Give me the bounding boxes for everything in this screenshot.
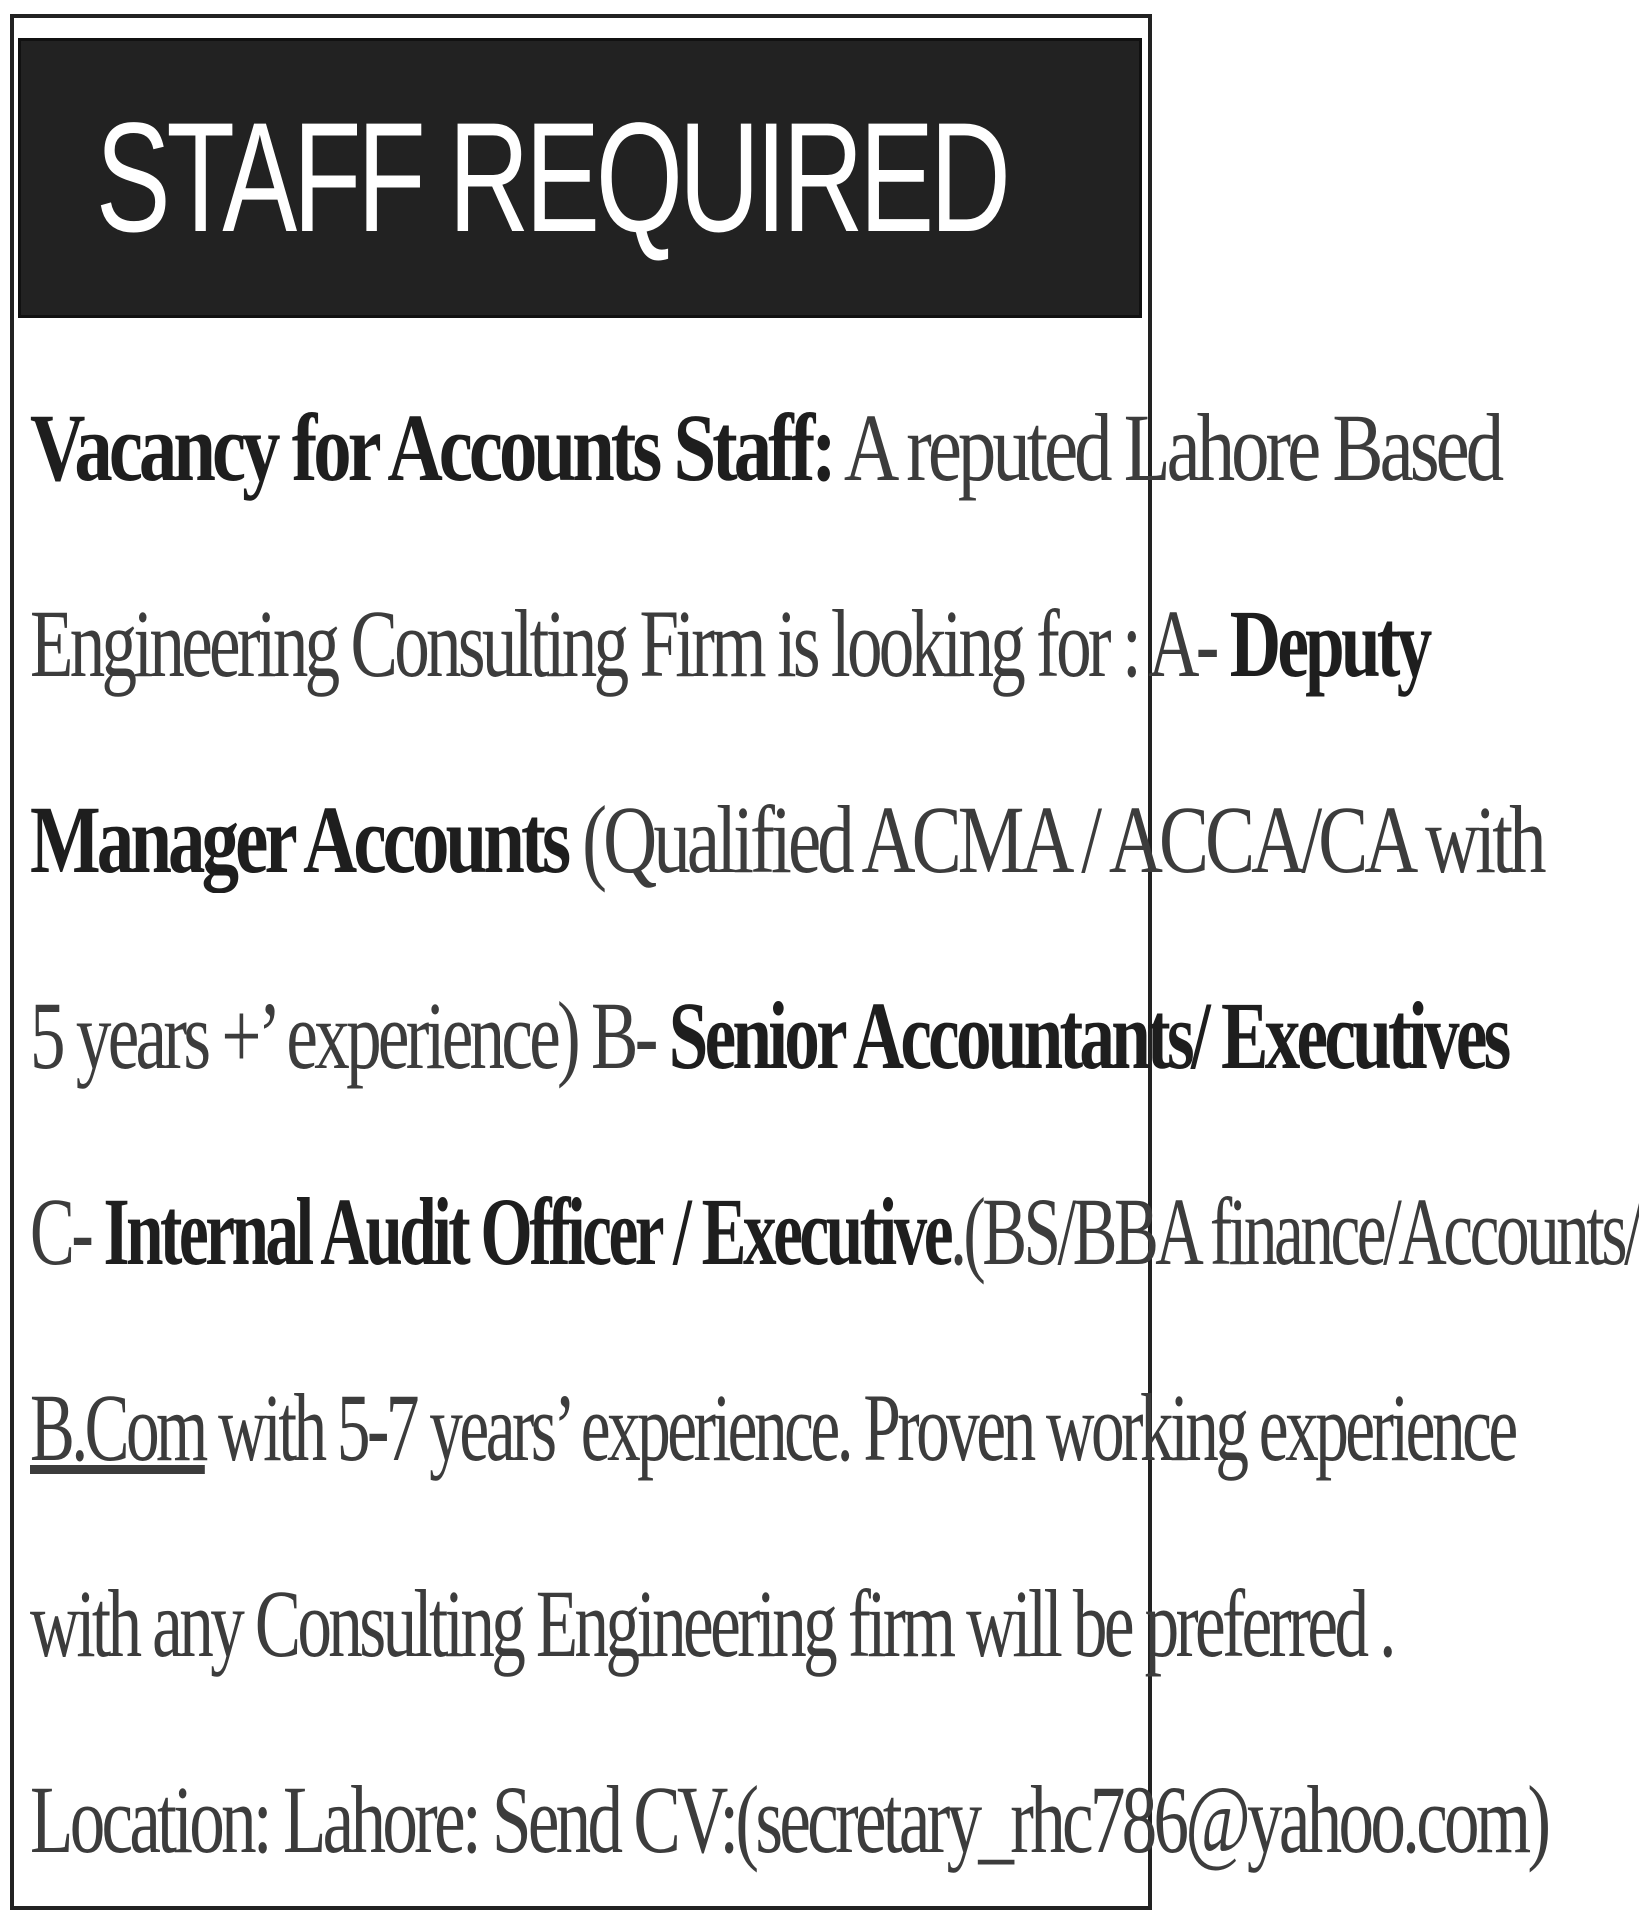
location-contact: Location: Lahore: Send CV:(secretary_rhc786@yahoo.com) (30, 1766, 1548, 1873)
page-title: STAFF REQUIRED (95, 90, 1007, 265)
firm-description: A reputed Lahore Based (832, 394, 1501, 501)
position-a-qualification: (Qualified ACMA / ACCA/CA with (567, 786, 1543, 893)
ad-line-3 (30, 742, 1543, 938)
header-banner (18, 38, 1142, 318)
ad-line-2 (30, 546, 1429, 742)
vacancy-heading: Vacancy for Accounts Staff: (30, 394, 833, 501)
experience-requirement: with 5-7 years’ experience. Proven working experience (204, 1374, 1515, 1481)
ad-line-6 (30, 1330, 1515, 1526)
position-a-title-part2: Manager Accounts (30, 786, 568, 893)
position-c-qualification: .(BS/BBA finance/Accounts/ (950, 1178, 1639, 1285)
preference-note: with any Consulting Engineering firm will be preferred . (30, 1570, 1393, 1677)
ad-line-4 (30, 938, 1508, 1134)
ad-line-5 (30, 1134, 1639, 1330)
bcom-link[interactable]: B.Com (30, 1374, 205, 1481)
position-b-title: Senior Accountants/ Executives (668, 982, 1508, 1089)
position-a-title-part1: Deputy (1229, 590, 1429, 697)
ad-line-1 (30, 350, 1501, 546)
position-c-title: Internal Audit Officer / Executive (103, 1178, 951, 1285)
ad-line-8 (30, 1722, 1548, 1918)
ad-body (30, 350, 1639, 1918)
ad-line-7 (30, 1526, 1393, 1722)
position-c-label: C- (30, 1178, 104, 1285)
firm-description-cont: Engineering Consulting Firm is looking for : A- (30, 590, 1230, 697)
position-a-experience: 5 years +’ experience) B- (30, 982, 669, 1089)
